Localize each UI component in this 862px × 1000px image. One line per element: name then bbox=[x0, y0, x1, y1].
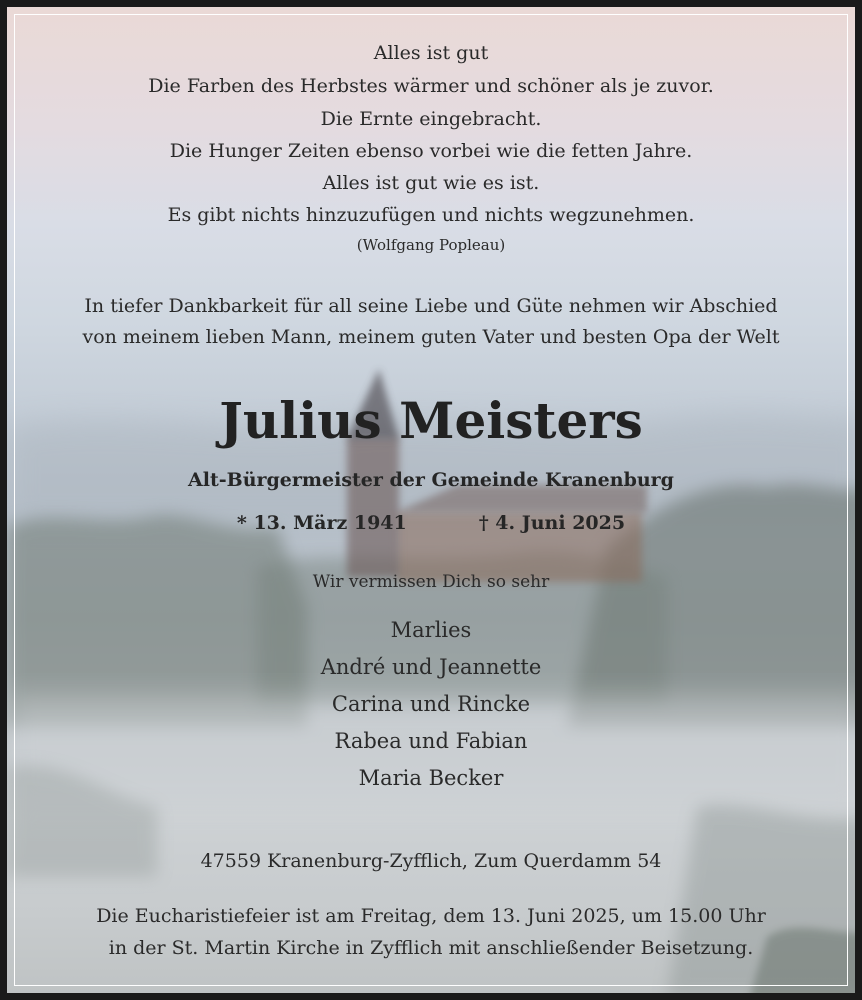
poem-line-5: Alles ist gut wie es ist. bbox=[322, 172, 540, 194]
mourner-name: André und Jeannette bbox=[320, 655, 542, 679]
poem-line-1: Alles ist gut bbox=[373, 42, 489, 64]
family-address: 47559 Kranenburg-Zyfflich, Zum Querdamm 54 bbox=[200, 850, 662, 872]
intro-line-2: von meinem lieben Mann, meinem guten Vater und besten Opa der Welt bbox=[82, 326, 780, 348]
deceased-title: Alt-Bürgermeister der Gemeinde Kranenburg bbox=[188, 469, 674, 491]
life-dates bbox=[7, 512, 855, 534]
poem-author: (Wolfgang Popleau) bbox=[356, 236, 506, 254]
poem-line-2: Die Farben des Herbstes wärmer und schöner als je zuvor. bbox=[148, 75, 714, 97]
service-line-2: in der St. Martin Kirche in Zyfflich mit anschließender Beisetzung. bbox=[108, 937, 754, 959]
mourners-intro: Wir vermissen Dich so sehr bbox=[312, 572, 550, 592]
mourner-name: Rabea und Fabian bbox=[334, 729, 528, 753]
mourner-name: Maria Becker bbox=[358, 766, 504, 790]
service-line-1: Die Eucharistiefeier ist am Freitag, dem 13. Juni 2025, um 15.00 Uhr bbox=[96, 905, 766, 927]
death-date: † 4. Juni 2025 bbox=[478, 512, 626, 534]
intro-line-1: In tiefer Dankbarkeit für all seine Liebe und Güte nehmen wir Abschied bbox=[84, 295, 778, 317]
mourner-name: Marlies bbox=[390, 618, 472, 642]
birth-date: * 13. März 1941 bbox=[236, 512, 407, 534]
obituary-content bbox=[7, 7, 855, 993]
mourner-name: Carina und Rincke bbox=[331, 692, 531, 716]
poem-line-4: Die Hunger Zeiten ebenso vorbei wie die fetten Jahre. bbox=[169, 140, 693, 162]
deceased-name: Julius Meisters bbox=[219, 391, 643, 450]
poem-line-6: Es gibt nichts hinzuzufügen und nichts wegzunehmen. bbox=[167, 204, 695, 226]
poem-line-3: Die Ernte eingebracht. bbox=[320, 108, 542, 130]
